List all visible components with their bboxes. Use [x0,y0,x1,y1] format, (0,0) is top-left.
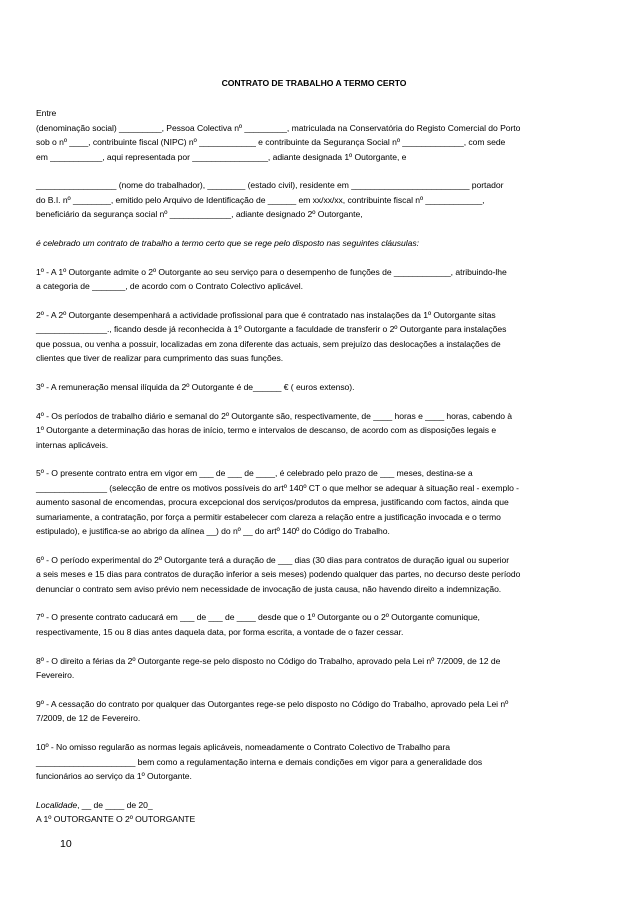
paragraph-line: _________________ (nome do trabalhador), ________ (estado civil), residente em _________________________ portador [36,180,504,191]
paragraph-line: 7/2009, de 12 de Fevereiro. [36,713,141,724]
paragraph-line: denunciar o contrato sem aviso prévio nem necessidade de invocação de justa causa, não havendo direito a indemnização. [36,583,502,594]
paragraph-line: que possua, ou venha a possuir, localizadas em zona diferente das actuais, sem prejuízo das deslocações a instalações de [36,338,501,349]
paragraph-line: 9º - A cessação do contrato por qualquer das Outorgantes rege-se pelo disposto no Código do Trabalho, aprovado pela Lei nº [36,698,509,709]
contract-paragraph [36,106,592,164]
paragraph-line: a categoria de _______, de acordo com o Contrato Colectivo aplicável. [36,281,303,292]
place-label: Localidade [36,799,78,810]
contract-paragraph [36,265,592,294]
paragraph-line: sob o nº ____, contribuinte fiscal (NIPC) nº ____________ e contribuinte da Segurança Social nº _____________, com sede [36,137,506,148]
paragraph-line: 1º Outorgante a determinação das horas de início, termo e intervalos de descanso, de acordo com as disposições legais e [36,425,497,436]
paragraph-line: 3º - A remuneração mensal ilíquida da 2º Outorgante é de______ € ( euros extenso). [36,382,355,393]
page-number: 10 [60,838,72,850]
contract-paragraph [36,740,592,783]
paragraph-line: Entre [36,108,57,119]
contract-page [36,76,592,841]
second-party-label: O 2º OUTORGANTE [116,814,196,825]
paragraph-line: funcionários ao serviço da 1º Outorgante. [36,770,192,781]
first-party-label: A 1º OUTORGANTE [36,814,114,825]
paragraph-line: estipulado), e justifica-se ao abrigo da alínea __) do nº __ do artº 140º do Código do Trabalho. [36,526,390,537]
paragraph-line: clientes que tiver de realizar para cumprimento das suas funções. [36,353,284,364]
paragraph-line: é celebrado um contrato de trabalho a termo certo que se rege pelo disposto nas seguintes cláusulas: [36,238,419,249]
paragraph-line: 10º - No omisso regularão as normas legais aplicáveis, nomeadamente o Contrato Colectivo de Trabalho para [36,742,450,753]
contract-paragraph [36,610,592,639]
paragraph-line: (denominação social) _________, Pessoa Colectiva nº _________, matriculada na Conservatória do Registo Comercial do Porto [36,122,521,133]
closing-block [36,798,592,827]
paragraph-line: do B.I. nº ________, emitido pelo Arquivo de Identificação de ______ em xx/xx/xx, contribuinte fiscal nº ____________, [36,194,485,205]
contract-paragraph [36,236,592,250]
paragraph-line: beneficiário da segurança social nº _____________, adiante designado 2º Outorgante, [36,209,363,220]
paragraph-line: 7º - O presente contrato caducará em ___ de ___ de ____ desde que o 1º Outorgante ou o 2º Outorgante comunique, [36,612,480,623]
contract-paragraph [36,409,592,452]
paragraph-line: 1º - A 1º Outorgante admite o 2º Outorgante ao seu serviço para o desempenho de funções de ____________, atribuindo-lhe [36,266,507,277]
paragraph-line: _____________________ bem como a regulamentação interna e demais condições em vigor para a generalidade dos [36,756,483,767]
place-date-line [36,798,592,812]
date-placeholder: , __ de ____ de 20_ [77,799,153,810]
paragraph-line: internas aplicáveis. [36,439,109,450]
signature-labels [36,812,592,826]
contract-paragraph [36,553,592,596]
paragraph-line: 8º - O direito a férias da 2º Outorgante rege-se pelo disposto no Código do Trabalho, aprovado pela Lei nº 7/2009, de 12 de [36,655,501,666]
contract-paragraph [36,654,592,683]
contract-paragraph [36,697,592,726]
paragraph-line: _______________ (selecção de entre os motivos possíveis do artº 140º CT o que melhor se adequar à situação real - exemplo - [36,482,519,493]
paragraph-line: 4º - Os períodos de trabalho diário e semanal do 2º Outorgante são, respectivamente, de ____ horas e ____ horas, cabendo à [36,410,513,421]
contract-body [36,106,592,783]
contract-paragraph [36,308,592,366]
paragraph-line: 6º - O período experimental do 2º Outorgante terá a duração de ___ dias (30 dias para contratos de duração igual ou superior [36,554,510,565]
paragraph-line: aumento sasonal de encomendas, procura excepcional dos serviços/produtos da empresa, justificando com factos, ainda que [36,497,509,508]
paragraph-line: sumariamente, a contratação, por força a permitir estabelecer com clareza a relação entre a justificação invocada e o termo [36,511,501,522]
paragraph-line: _______________., ficando desde já reconhecida à 1º Outorgante a faculdade de transferir o 2º Outorgante para instalações [36,324,507,335]
paragraph-line: 5º - O presente contrato entra em vigor em ___ de ___ de ____, é celebrado pelo prazo de ___ meses, destina-se a [36,468,473,479]
paragraph-line: Fevereiro. [36,670,75,681]
paragraph-line: em ___________, aqui representada por ________________, adiante designada 1º Outorgante, e [36,151,407,162]
paragraph-line: a seis meses e 15 dias para contratos de duração inferior a seis meses) podendo qualquer das partes, no decurso deste período [36,569,521,580]
paragraph-line: 2º - A 2º Outorgante desempenhará a actividade profissional para que é contratado nas instalações da 1º Outorgante sitas [36,310,496,321]
contract-paragraph [36,380,592,394]
contract-paragraph [36,466,592,538]
contract-paragraph [36,178,592,221]
paragraph-line: respectivamente, 15 ou 8 dias antes daquela data, por forma escrita, a vontade de o fazer cessar. [36,626,404,637]
document-title: CONTRATO DE TRABALHO A TERMO CERTO [221,78,407,88]
